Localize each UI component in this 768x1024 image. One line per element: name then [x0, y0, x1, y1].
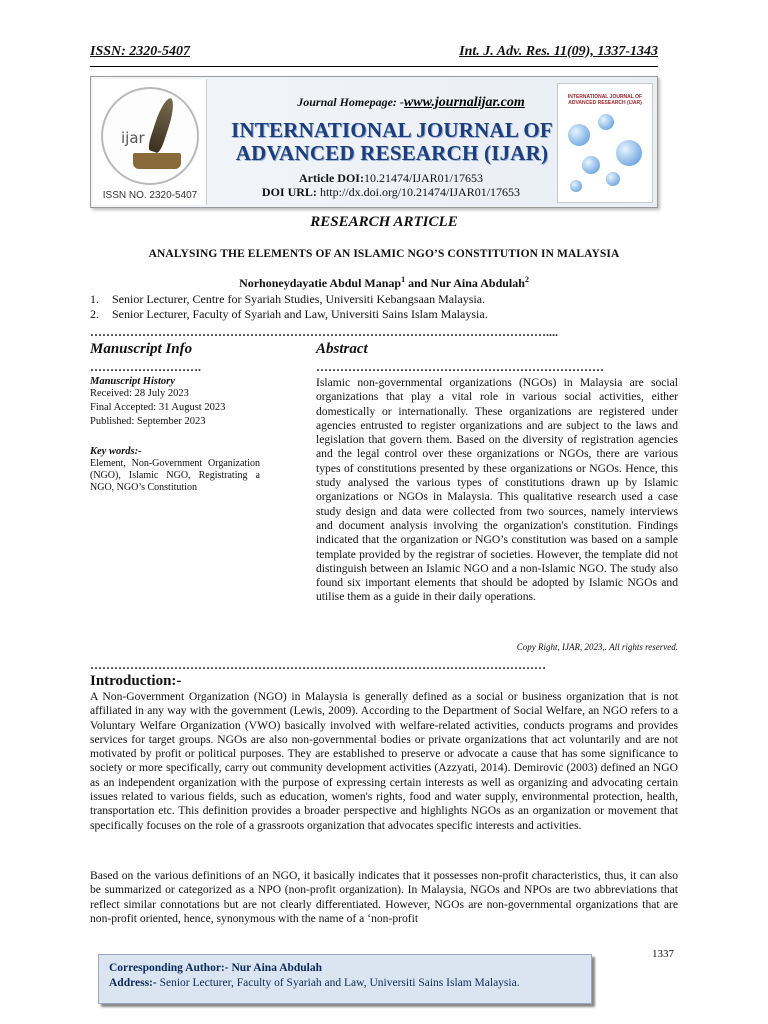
published-date: Published: September 2023 [90, 416, 206, 427]
abstract-text: Islamic non-governmental organizations (NGOs) in Malaysia are social organizations that play a vital role in various social activities, either domestically or internationally. These organizations are registered under agencies entrusted to register organizations and are subject to the laws and legislation that govern them. Based on the diversity of registration agencies and the legal control over these organizations or NGOs, there are various types of constitutions presented by these organizations or NGOs. Hence, this study analysed the various types of constitutions drawn up by Islamic organizations or NGOs in Malaysia. This qualitative research used a case study design and data were collected from two sources, namely interviews and document analysis involving the organization's constitution. Findings indicated that the organization or NGO’s constitution was based on a sample template provided by the registrar of societies. However, the template did not distinguish between an Islamic NGO and a non-Islamic NGO. The study also found six important elements that should be adopted by Islamic NGOs and utilise them as a guide in their daily operations. [316, 376, 678, 604]
keywords-text: Element, Non-Government Organization (NGO), Islamic NGO, Registrating a NGO, NGO’s Constitution [90, 458, 260, 493]
manuscript-info-heading: Manuscript Info [90, 341, 193, 357]
affiliation-num: 2. [90, 307, 99, 321]
citation-text: Int. J. Adv. Res. 11(09), 1337-1343 [459, 44, 658, 59]
molecule-icon [616, 140, 642, 166]
doi-label: Article DOI: [299, 171, 364, 185]
received-date: Received: 28 July 2023 [90, 388, 189, 399]
book-icon [133, 153, 181, 169]
accepted-date: Final Accepted: 31 August 2023 [90, 402, 226, 413]
address-label: Address:- [109, 977, 157, 989]
manuscript-info [90, 376, 260, 494]
separator-left: ………………………. [90, 360, 201, 374]
separator-intro: …………………………………………………………………………………………………… [90, 658, 546, 672]
quill-icon [147, 96, 178, 154]
homepage-link[interactable]: www.journalijar.com [403, 95, 525, 110]
affiliation-num: 1. [90, 292, 99, 306]
logo-text: ijar [121, 129, 145, 147]
page-number: 1337 [652, 948, 674, 960]
affiliation-text: Senior Lecturer, Faculty of Syariah and Law, Universiti Sains Islam Malaysia. [112, 307, 488, 321]
running-header [90, 44, 658, 64]
intro-paragraph-1: A Non-Government Organization (NGO) in Malaysia is generally defined as a social or business organization that is not affiliated in any way with the government (Lewis, 2009). According to the Department of Social Welfare, an NGO refers to a Voluntary Welfare Organization (VWO) basically involved with welfare-related activities, conducts programs and provides services for target groups. NGOs are also non-governmental bodies or private organizations that act voluntarily and are not motivated by profit or political purposes. They are established to preserve or advocate a cause that has some significance to society or more specifically, carry out community development activities (Azzyati, 2014). Demirovic (2003) defined an NGO as an independent organization with the purpose of expressing certain interests as well as organizing and advocating certain issues related to various fields, such as education, women's rights, food and water supply, environmental protection, health, transportation etc. This definition provides a broader perspective and highlights NGOs as an organization or movement that specifically focuses on the role of a grassroots organization that advocates specific interests and activities. [90, 690, 678, 832]
doi-info [221, 171, 561, 199]
article-title: ANALYSING THE ELEMENTS OF AN ISLAMIC NGO’S CONSTITUTION IN MALAYSIA [148, 248, 620, 260]
copyright-notice: Copy Right, IJAR, 2023,. All rights reserved. [516, 642, 678, 652]
affiliation-text: Senior Lecturer, Centre for Syariah Studies, Universiti Kebangsaan Malaysia. [112, 292, 486, 306]
corresponding-author: Corresponding Author:- Nur Aina Abdulah [109, 962, 323, 974]
author-address [109, 976, 581, 991]
doi-url-link[interactable]: http://dx.doi.org/10.21474/IJAR01/17653 [319, 185, 521, 199]
separator-full: …………………………………………………………………………………………………….... [90, 325, 558, 339]
introduction-heading: Introduction:- [90, 673, 182, 689]
article-type: RESEARCH ARTICLE [310, 214, 458, 230]
journal-cover-thumbnail [557, 83, 653, 203]
cover-title: INTERNATIONAL JOURNAL OF ADVANCED RESEARCH (IJAR) [567, 94, 643, 106]
doi-value: 10.21474/IJAR01/17653 [363, 171, 483, 185]
author-1-sup: 1 [401, 275, 406, 284]
header-rule [90, 66, 658, 67]
author-2-sup: 2 [524, 275, 529, 284]
molecule-icon [598, 114, 614, 130]
molecule-icon [570, 180, 582, 192]
separator-right: ……………………………………………………………… [316, 360, 604, 374]
journal-title [217, 119, 567, 165]
affiliation-1 [90, 292, 678, 307]
author-line [90, 275, 678, 291]
author-1: Norhoneydayatie Abdul Manap [239, 276, 402, 290]
homepage-label: Journal Homepage: - [297, 95, 404, 109]
ijar-logo [93, 79, 207, 205]
history-label: Manuscript History [90, 376, 175, 387]
keywords-label: Key words:- [90, 446, 142, 457]
journal-title-line2: ADVANCED RESEARCH (IJAR) [235, 141, 549, 165]
intro-paragraph-2: Based on the various definitions of an NGO, it basically indicates that it possesses non-profit characteristics, thus, it can also be summarized or categorized as a NPO (non-profit organization). In Malaysia, NGOs and NPOs are two abbreviations that reflect similar connotations but are not clearly differentiated. However, NGOs are non-governmental organizations that are non-profit oriented, hence, synonymous with the name of a ‘non-profit [90, 869, 678, 925]
journal-title-line1: INTERNATIONAL JOURNAL OF [231, 118, 553, 142]
journal-homepage [261, 95, 561, 111]
affiliation-2 [90, 307, 678, 322]
abstract-heading: Abstract [316, 341, 368, 357]
logo-emblem [101, 87, 199, 185]
molecule-icon [582, 156, 600, 174]
logo-issn: ISSN NO. 2320-5407 [102, 190, 198, 201]
author-2: and Nur Aina Abdulah [405, 276, 525, 290]
journal-banner [90, 76, 658, 208]
molecule-icon [606, 172, 620, 186]
molecule-icon [568, 124, 590, 146]
doi-url-label: DOI URL: [261, 185, 320, 199]
corresponding-author-box [98, 954, 592, 1004]
address-text: Senior Lecturer, Faculty of Syariah and Law, Universiti Sains Islam Malaysia. [156, 977, 520, 989]
issn-text: ISSN: 2320-5407 [90, 44, 190, 59]
